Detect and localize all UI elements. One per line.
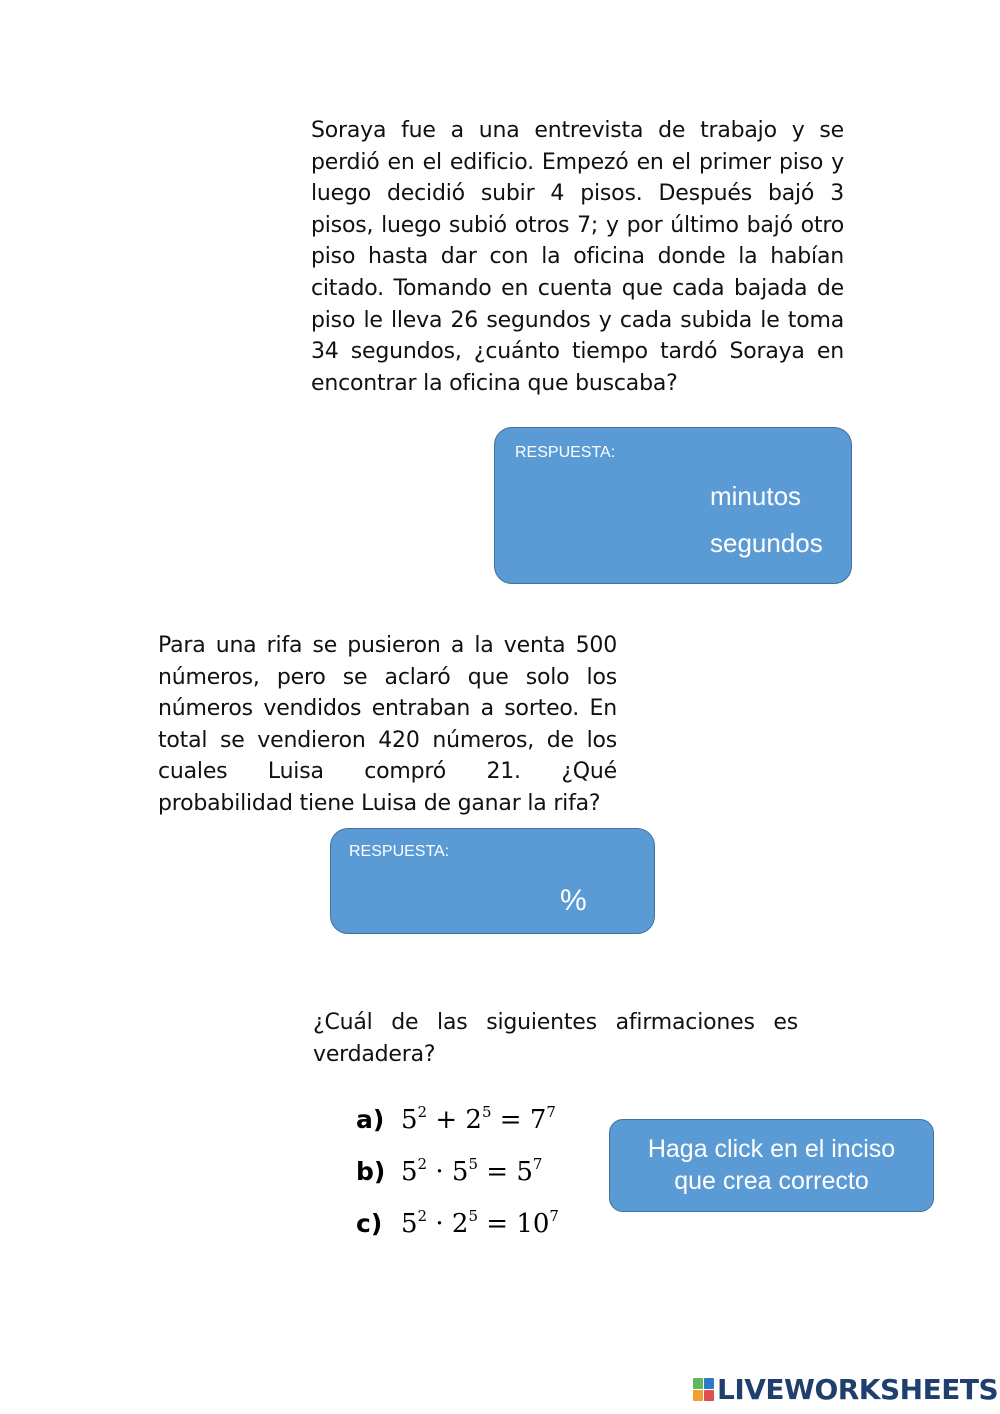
answer-box-time (494, 427, 852, 584)
logo-square-blue-icon (704, 1378, 714, 1389)
seconds-input[interactable] (525, 530, 708, 564)
problem-3-text: ¿Cuál de las siguientes afirmaciones es verdadera? (313, 1010, 798, 1067)
instruction-line-2: que crea correcto (674, 1167, 869, 1195)
instruction-line-1: Haga click en el inciso (647, 1135, 896, 1163)
option-expression: $5^2 \cdot 2^5 = 10^7$ (401, 1207, 559, 1239)
logo-square-green-icon (693, 1378, 703, 1389)
percent-input[interactable] (361, 887, 559, 921)
logo-grid-icon (693, 1378, 714, 1401)
option-expression: $5^2 \cdot 5^5 = 5^7$ (401, 1155, 543, 1187)
option-letter: c) (356, 1209, 383, 1238)
instruction-box (609, 1119, 934, 1212)
minutes-input[interactable] (525, 483, 708, 517)
seconds-unit-label: segundos (710, 528, 823, 558)
answer-box-probability (330, 828, 655, 934)
option-a[interactable] (356, 1103, 556, 1135)
liveworksheets-logo (693, 1373, 998, 1406)
logo-square-red-icon (704, 1390, 714, 1401)
answer-label: RESPUESTA: (515, 444, 616, 461)
percent-unit-label: % (560, 884, 587, 917)
option-letter: b) (356, 1157, 386, 1186)
problem-2-text: Para una rifa se pusieron a la venta 500 números, pero se aclaró que solo los números vendidos entraban a sorteo. En total se vendieron 420 números, de los cuales Luisa compró 21. ¿Qué probabilidad tiene Luisa de ganar la rifa? (158, 633, 617, 816)
logo-square-orange-icon (693, 1390, 703, 1401)
option-c[interactable] (356, 1207, 559, 1239)
problem-1-text: Soraya fue a una entrevista de trabajo y se perdió en el edificio. Empezó en el primer piso y luego decidió subir 4 pisos. Después bajó 3 pisos, luego subió otros 7; y por último bajó otro piso hasta dar con la oficina donde la habían citado. Tomando en cuenta que cada bajada de piso le lleva 26 segundos y cada subida le toma 34 segundos, ¿cuánto tiempo tardó Soraya en encontrar la oficina que buscaba? (311, 118, 844, 396)
option-b[interactable] (356, 1155, 542, 1187)
option-letter: a) (356, 1105, 385, 1134)
brand-name: LIVEWORKSHEETS (717, 1373, 999, 1406)
answer-label: RESPUESTA: (349, 843, 450, 860)
option-expression: $5^2 + 2^5 = 7^7$ (401, 1103, 556, 1135)
minutes-unit-label: minutos (710, 481, 802, 511)
